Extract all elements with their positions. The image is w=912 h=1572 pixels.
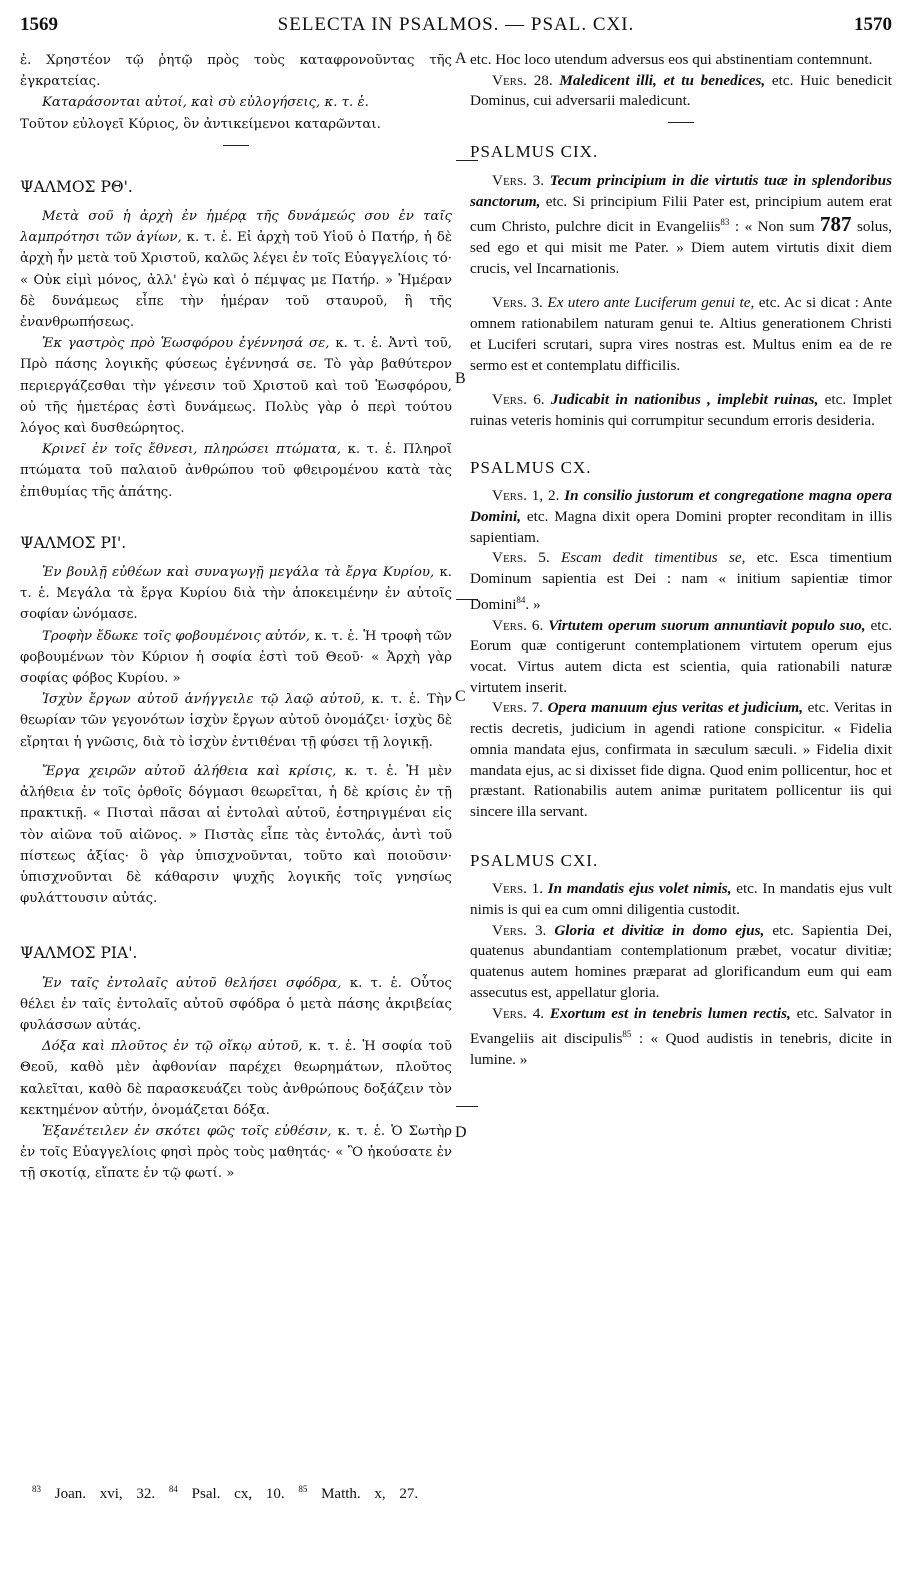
column-number: 787 <box>820 212 852 237</box>
greek-paragraph: ἐ. Χρηστέον τῷ ῥητῷ πρὸς τοὺς καταφρονοῦντας τῆς ἐγκρατείας. <box>20 53 452 90</box>
section-divider <box>456 1106 478 1107</box>
psalm-title: ΨΑΛΜΟΣ ΡΙΑ'. <box>20 944 138 963</box>
running-title: SELECTA IN PSALMOS. — PSAL. CXI. <box>277 14 635 35</box>
greek-column <box>20 50 452 1185</box>
greek-paragraph: Μετὰ σοῦ ἡ ἀρχὴ ἐν ἡμέρᾳ τῆς δυνάμεώς σου ἐν ταῖς λαμπρότησι τῶν ἁγίων, κ. τ. ἑ. Εἰ ἀρχὴ τοῦ Υἱοῦ ὁ Πατήρ, ἡ δὲ ἀρχὴ ἦν μετὰ τοῦ Χριστοῦ, καλῶς λέγει ἐν τοῖς Εὐαγγελίοις τό· « Οὐκ εἰμὶ μόνος, ἀλλ' ἐγὼ καὶ ὁ πέμψας με Πατήρ. » Ἡμέραν δὲ δυνάμεως εἶπε τὴν ἡμέραν τοῦ σταυροῦ, ἢ τῆς ἐνανθρωπήσεως. <box>20 209 452 331</box>
margin-letter-d: D <box>455 1124 467 1141</box>
footnote: $^{84}$ Psal. cx, 10. <box>168 1484 285 1502</box>
latin-paragraph: Vers. 6. Virtutem operum suorum annuntiavit populo suo, etc. Eorum quæ contigerunt contemplationem virtutem operum ejus vocat. Virtus autem dicta est scientia, quia rationabili naturæ virtutem inserit. <box>470 616 893 696</box>
footnote-ref: 84 <box>516 594 526 605</box>
greek-paragraph: Καταράσονται αὐτοί, καὶ σὺ εὐλογήσεις, κ. τ. ἑ. <box>42 95 369 111</box>
margin-letter-a: A <box>455 50 467 67</box>
latin-column <box>470 50 892 1071</box>
greek-paragraph: Τοῦτον εὐλογεῖ Κύριος, ὃν ἀντικείμενοι καταρῶνται. <box>20 116 381 132</box>
greek-paragraph: Δόξα καὶ πλοῦτος ἐν τῷ οἴκῳ αὐτοῦ, κ. τ. ἑ. Ἡ σοφία τοῦ Θεοῦ, καθὸ μὲν ἀφθονίαν παρέχει θεωρημάτων, πλοῦτος καλεῖται, καθὸ δὲ παρασκευάζει τοὺς ἀνθρώπους δοξάζειν τὸν κεκτημένον αὐτήν, ὀνομάζεται δόξα. <box>20 1039 452 1118</box>
psalm-title: PSALMUS CIX. <box>470 142 599 162</box>
greek-paragraph: Ἐν ταῖς ἐντολαῖς αὐτοῦ θελήσει σφόδρα, κ. τ. ἑ. Οὗτος θέλει ἐν ταῖς ἐντολαῖς αὐτοῦ σφόδρα ὁ μετὰ πάσης ἀκριβείας φυλάσσων αὐτάς. <box>20 975 452 1033</box>
page-number-left: 1569 <box>20 14 58 35</box>
psalm-title: ΨΑΛΜΟΣ ΡΘ'. <box>20 177 133 196</box>
footnote: $^{83}$ Joan. xvi, 32. <box>32 1484 156 1502</box>
greek-paragraph: Ἰσχὺν ἔργων αὐτοῦ ἀνήγγειλε τῷ λαῷ αὐτοῦ, κ. τ. ἑ. Τὴν θεωρίαν τῶν γεγονότων ἰσχὺν ἔργων αὐτοῦ ὀνομάζει· ἰσχὺς δὲ εἴρηται ἡ γνῶσις, διὰ τὸ ἰσχὺν ἐντιθέναι τῇ φύσει τῇ λογικῇ. <box>20 692 452 750</box>
latin-paragraph: Vers. 5. Escam dedit timentibus se, etc. Esca timentium Dominum sapientia est Dei : nam « initium sapientiæ timor Domini$^{84}$. » <box>470 549 893 613</box>
psalm-title: ΨΑΛΜΟΣ ΡΙ'. <box>20 533 127 552</box>
greek-paragraph: Ἐν βουλῇ εὐθέων καὶ συναγωγῇ μεγάλα τὰ ἔργα Κυρίου, κ. τ. ἑ. Μεγάλα τὰ ἔργα Κυρίου διὰ τὴν ἀποκειμένην ἐν αὐτοῖς σοφίαν ὠνόμασε. <box>20 565 452 623</box>
margin-letter-b: B <box>455 370 466 387</box>
latin-paragraph: Vers. 28. Maledicent illi, et tu benedices, etc. Huic benedicit Dominus, cui adversarii maledicunt. <box>470 71 893 110</box>
latin-paragraph: etc. Hoc loco utendum adversus eos qui abstinentiam contemnunt. <box>470 51 873 68</box>
greek-paragraph: Ἐκ γαστρὸς πρὸ Ἑωσφόρου ἐγέννησά σε, κ. τ. ἑ. Ἀντὶ τοῦ, Πρὸ πάσης λογικῆς φύσεως ἐγέννησά σε. Τὸ γὰρ βαθύτερον περιεργάζεσθαι τὴν γένεσιν τοῦ Χριστοῦ καὶ τοῦ Ἑωσφόρου, οὐ τῆς ἡμετέρας ἐστὶ δυνάμεως. Πολὺς γὰρ ὁ περὶ τούτου λόγος καὶ δυσθεώρητος. <box>20 336 452 437</box>
footnotes <box>32 1484 418 1503</box>
page-number-right: 1570 <box>854 14 892 35</box>
greek-paragraph: Ἔργα χειρῶν αὐτοῦ ἀλήθεια καὶ κρίσις, κ. τ. ἑ. Ἡ μὲν ἀλήθεια ἐν τοῖς ὀρθοῖς δόγμασι θεωρεῖται, ἡ δὲ κρίσις ἐν τῇ πρακτικῇ. « Πισταὶ πᾶσαι αἱ ἐντολαὶ αὐτοῦ, ἐστηριγμέναι εἰς τὸν αἰῶνα τοῦ αἰῶνος. » Πιστὰς εἶπε τὰς ἐντολάς, ἀντὶ τοῦ πίστεως ἀξίας· ὃ γὰρ ὑπισχνοῦνται, τοῦτο καὶ ποιοῦσιν· ὑπισχνοῦνται δὲ κάθαρσιν ψυχῆς λογικῆς τοῖς γνησίως φυλάττουσιν αὐτάς. <box>20 763 452 907</box>
margin-letter-c: C <box>455 688 466 705</box>
psalm-title: PSALMUS CX. <box>470 457 592 477</box>
latin-paragraph: Vers. 1, 2. In consilio justorum et congregatione magna opera Domini, etc. Magna dixit opera Domini propter reconditam in illis sapientiam. <box>470 487 893 546</box>
latin-paragraph: Vers. 4. Exortum est in tenebris lumen rectis, etc. Salvator in Evangeliis ait discipulis$^{85}$ : « Quod audistis in tenebris, dicite in lumine. » <box>470 1004 893 1069</box>
footnote-ref: 83 <box>720 217 730 228</box>
footnote: $^{85}$ Matth. x, 27. <box>298 1484 419 1502</box>
greek-paragraph: Τροφὴν ἔδωκε τοῖς φοβουμένοις αὐτόν, κ. τ. ἑ. Ἡ τροφὴ τῶν φοβουμένων τὸν Κύριον ἡ σοφία ἐστὶ τοῦ Θεοῦ· « Ἀρχὴ γὰρ σοφίας φόβος Κυρίου. » <box>20 628 453 687</box>
running-header <box>20 14 892 44</box>
latin-paragraph: Vers. 3. Tecum principium in die virtutis tuæ in splendoribus sanctorum, etc. Si principium Filii Pater est, principium autem erat cum Christo, pulchre dicit in Evangeliis$^{83}$ : « Non sum 787 solus, sed ego et qui misit me Pater. » Diem autem virtutis dixit diem crucis, vel Incarnationis. <box>470 171 893 277</box>
latin-paragraph: Vers. 3. Gloria et divitiæ in domo ejus, etc. Sapientia Dei, quatenus abundantiam contemplationum præbet, vocatur divitiæ; quatenus autem homines præparat ad glorificandum eum qui eam assecutus est, appellatur gloria. <box>470 921 893 1001</box>
greek-paragraph: Κρινεῖ ἐν τοῖς ἔθνεσι, πληρώσει πτώματα, κ. τ. ἑ. Πληροῖ πτώματα τοῦ παλαιοῦ ἀνθρώπου τοῦ φθειρομένου κατὰ τὰς ἐπιθυμίας τῆς ἀπάτης. <box>20 442 452 500</box>
latin-paragraph: Vers. 3. Ex utero ante Luciferum genui te, etc. Ac si dicat : Ante omnem rationabilem naturam genui te. Altius generationem Christi et Luciferi scrutari, supra vires nostras est. Multus enim ea de re sermo est et contemplatu difficilis. <box>470 294 893 374</box>
latin-paragraph: Vers. 7. Opera manuum ejus veritas et judicium, etc. Veritas in rectis decretis, judicium in agendi ratione conspicitur. « Fidelia omnia mandata ejus, confirmata in sæculum sæculi. » Fidelia dixit mandata ejus, ac si dixisset fide digna. Quod enim pollicentur, hoc et præstant. Rationabilis autem animæ puritatem pollicentur iis qui sincere illa servant. <box>470 699 893 820</box>
footnote-ref: 85 <box>622 1029 632 1040</box>
latin-paragraph: Vers. 1. In mandatis ejus volet nimis, etc. In mandatis ejus vult nimis is qui ea cum omni diligentia custodit. <box>470 880 893 919</box>
latin-paragraph: Vers. 6. Judicabit in nationibus , implebit ruinas, etc. Implet ruinas veteris hominis qui corrumpitur secundum erroris desideria. <box>470 391 893 429</box>
greek-paragraph: Ἐξανέτειλεν ἐν σκότει φῶς τοῖς εὐθέσιν, κ. τ. ἑ. Ὁ Σωτὴρ ἐν τοῖς Εὐαγγελίοις φησὶ πρὸς τοὺς μαθητάς· « Ὃ ἠκούσατε ἐν τῇ σκοτίᾳ, εἴπατε ἐν τῷ φωτί. » <box>20 1123 452 1182</box>
psalm-title: PSALMUS CXI. <box>470 850 599 870</box>
